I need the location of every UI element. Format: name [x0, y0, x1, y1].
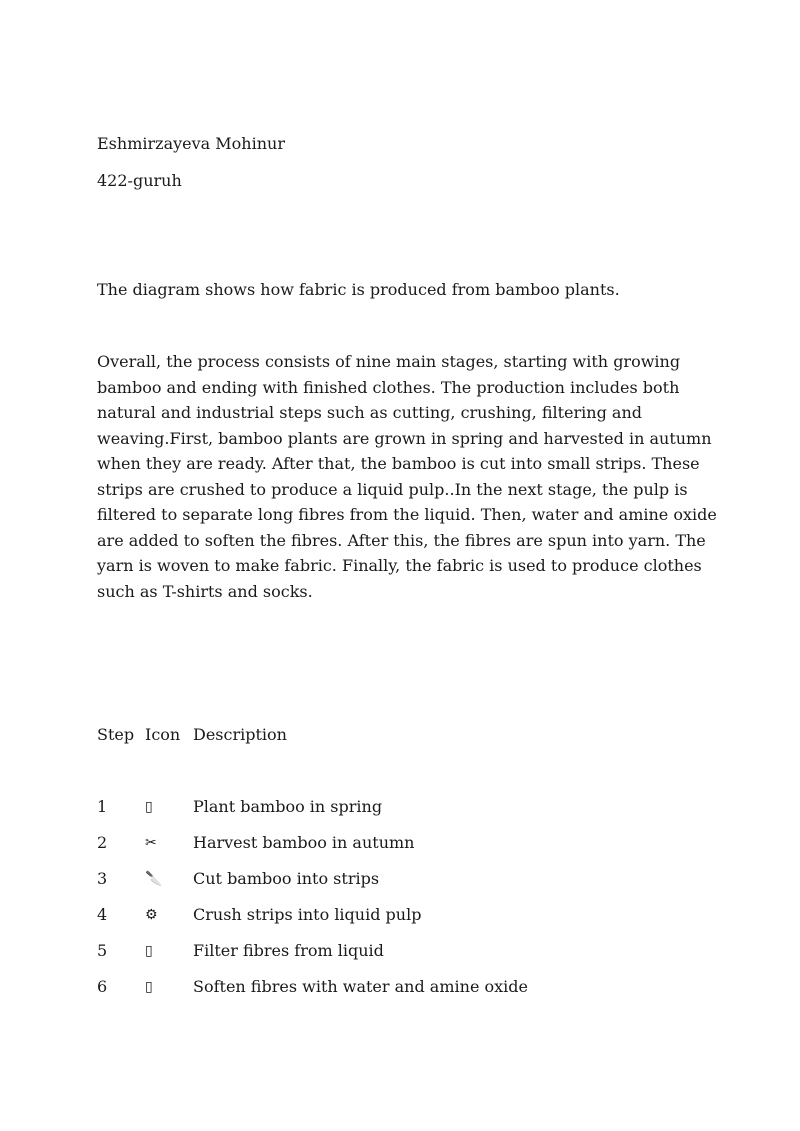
table-row	[97, 867, 697, 891]
step-number: 3	[97, 869, 108, 888]
author-name: Eshmirzayeva Mohinur	[97, 134, 285, 153]
step-description: Plant bamboo in spring	[193, 797, 383, 816]
table-header-row	[97, 723, 697, 747]
intro-paragraph: The diagram shows how fabric is produced from bamboo plants.	[97, 280, 620, 299]
paragraph-line: when they are ready. After that, the bamboo is cut into small strips. These	[97, 454, 700, 473]
step-description: Filter fibres from liquid	[193, 941, 384, 960]
table-row	[97, 795, 697, 819]
paragraph-line: such as T-shirts and socks.	[97, 581, 313, 601]
overview-paragraph	[97, 349, 717, 604]
paragraph-line: filtered to separate long fibres from the liquid. Then, water and amine oxide	[97, 505, 717, 524]
paragraph-line: Overall, the process consists of nine main stages, starting with growing	[97, 352, 681, 371]
paragraph-line: natural and industrial steps such as cutting, crushing, filtering and	[97, 403, 643, 422]
step-number: 4	[97, 905, 108, 924]
scissors-icon: ✂	[145, 835, 157, 851]
missing-glyph-icon: ▯	[145, 979, 153, 995]
table-row	[97, 903, 697, 927]
step-number: 5	[97, 941, 108, 960]
table-row	[97, 939, 697, 963]
paragraph-line: yarn is woven to make fabric. Finally, the fabric is used to produce clothes	[97, 556, 702, 575]
paragraph-line: bamboo and ending with finished clothes. The production includes both	[97, 377, 680, 397]
knife-icon: 🔪	[145, 871, 163, 887]
step-number: 1	[97, 797, 108, 816]
step-description: Crush strips into liquid pulp	[193, 905, 422, 924]
step-description: Soften fibres with water and amine oxide	[193, 977, 528, 996]
header-icon: Icon	[145, 725, 181, 744]
step-description: Cut bamboo into strips	[193, 869, 380, 888]
paragraph-line: are added to soften the fibres. After this, the fibres are spun into yarn. The	[97, 530, 706, 550]
group-name: 422-guruh	[97, 171, 182, 190]
paragraph-line: weaving.First, bamboo plants are grown in spring and harvested in autumn	[97, 428, 712, 448]
step-number: 2	[97, 833, 108, 852]
table-row	[97, 975, 697, 999]
header-description: Description	[193, 725, 287, 744]
gear-icon: ⚙	[145, 907, 158, 923]
missing-glyph-icon: ▯	[145, 799, 153, 815]
header-step: Step	[97, 725, 135, 744]
step-number: 6	[97, 977, 108, 996]
paragraph-line: strips are crushed to produce a liquid pulp..In the next stage, the pulp is	[97, 479, 688, 499]
step-description: Harvest bamboo in autumn	[193, 833, 415, 852]
table-row	[97, 831, 697, 855]
missing-glyph-icon: ▯	[145, 943, 153, 959]
steps-table	[97, 723, 697, 1011]
